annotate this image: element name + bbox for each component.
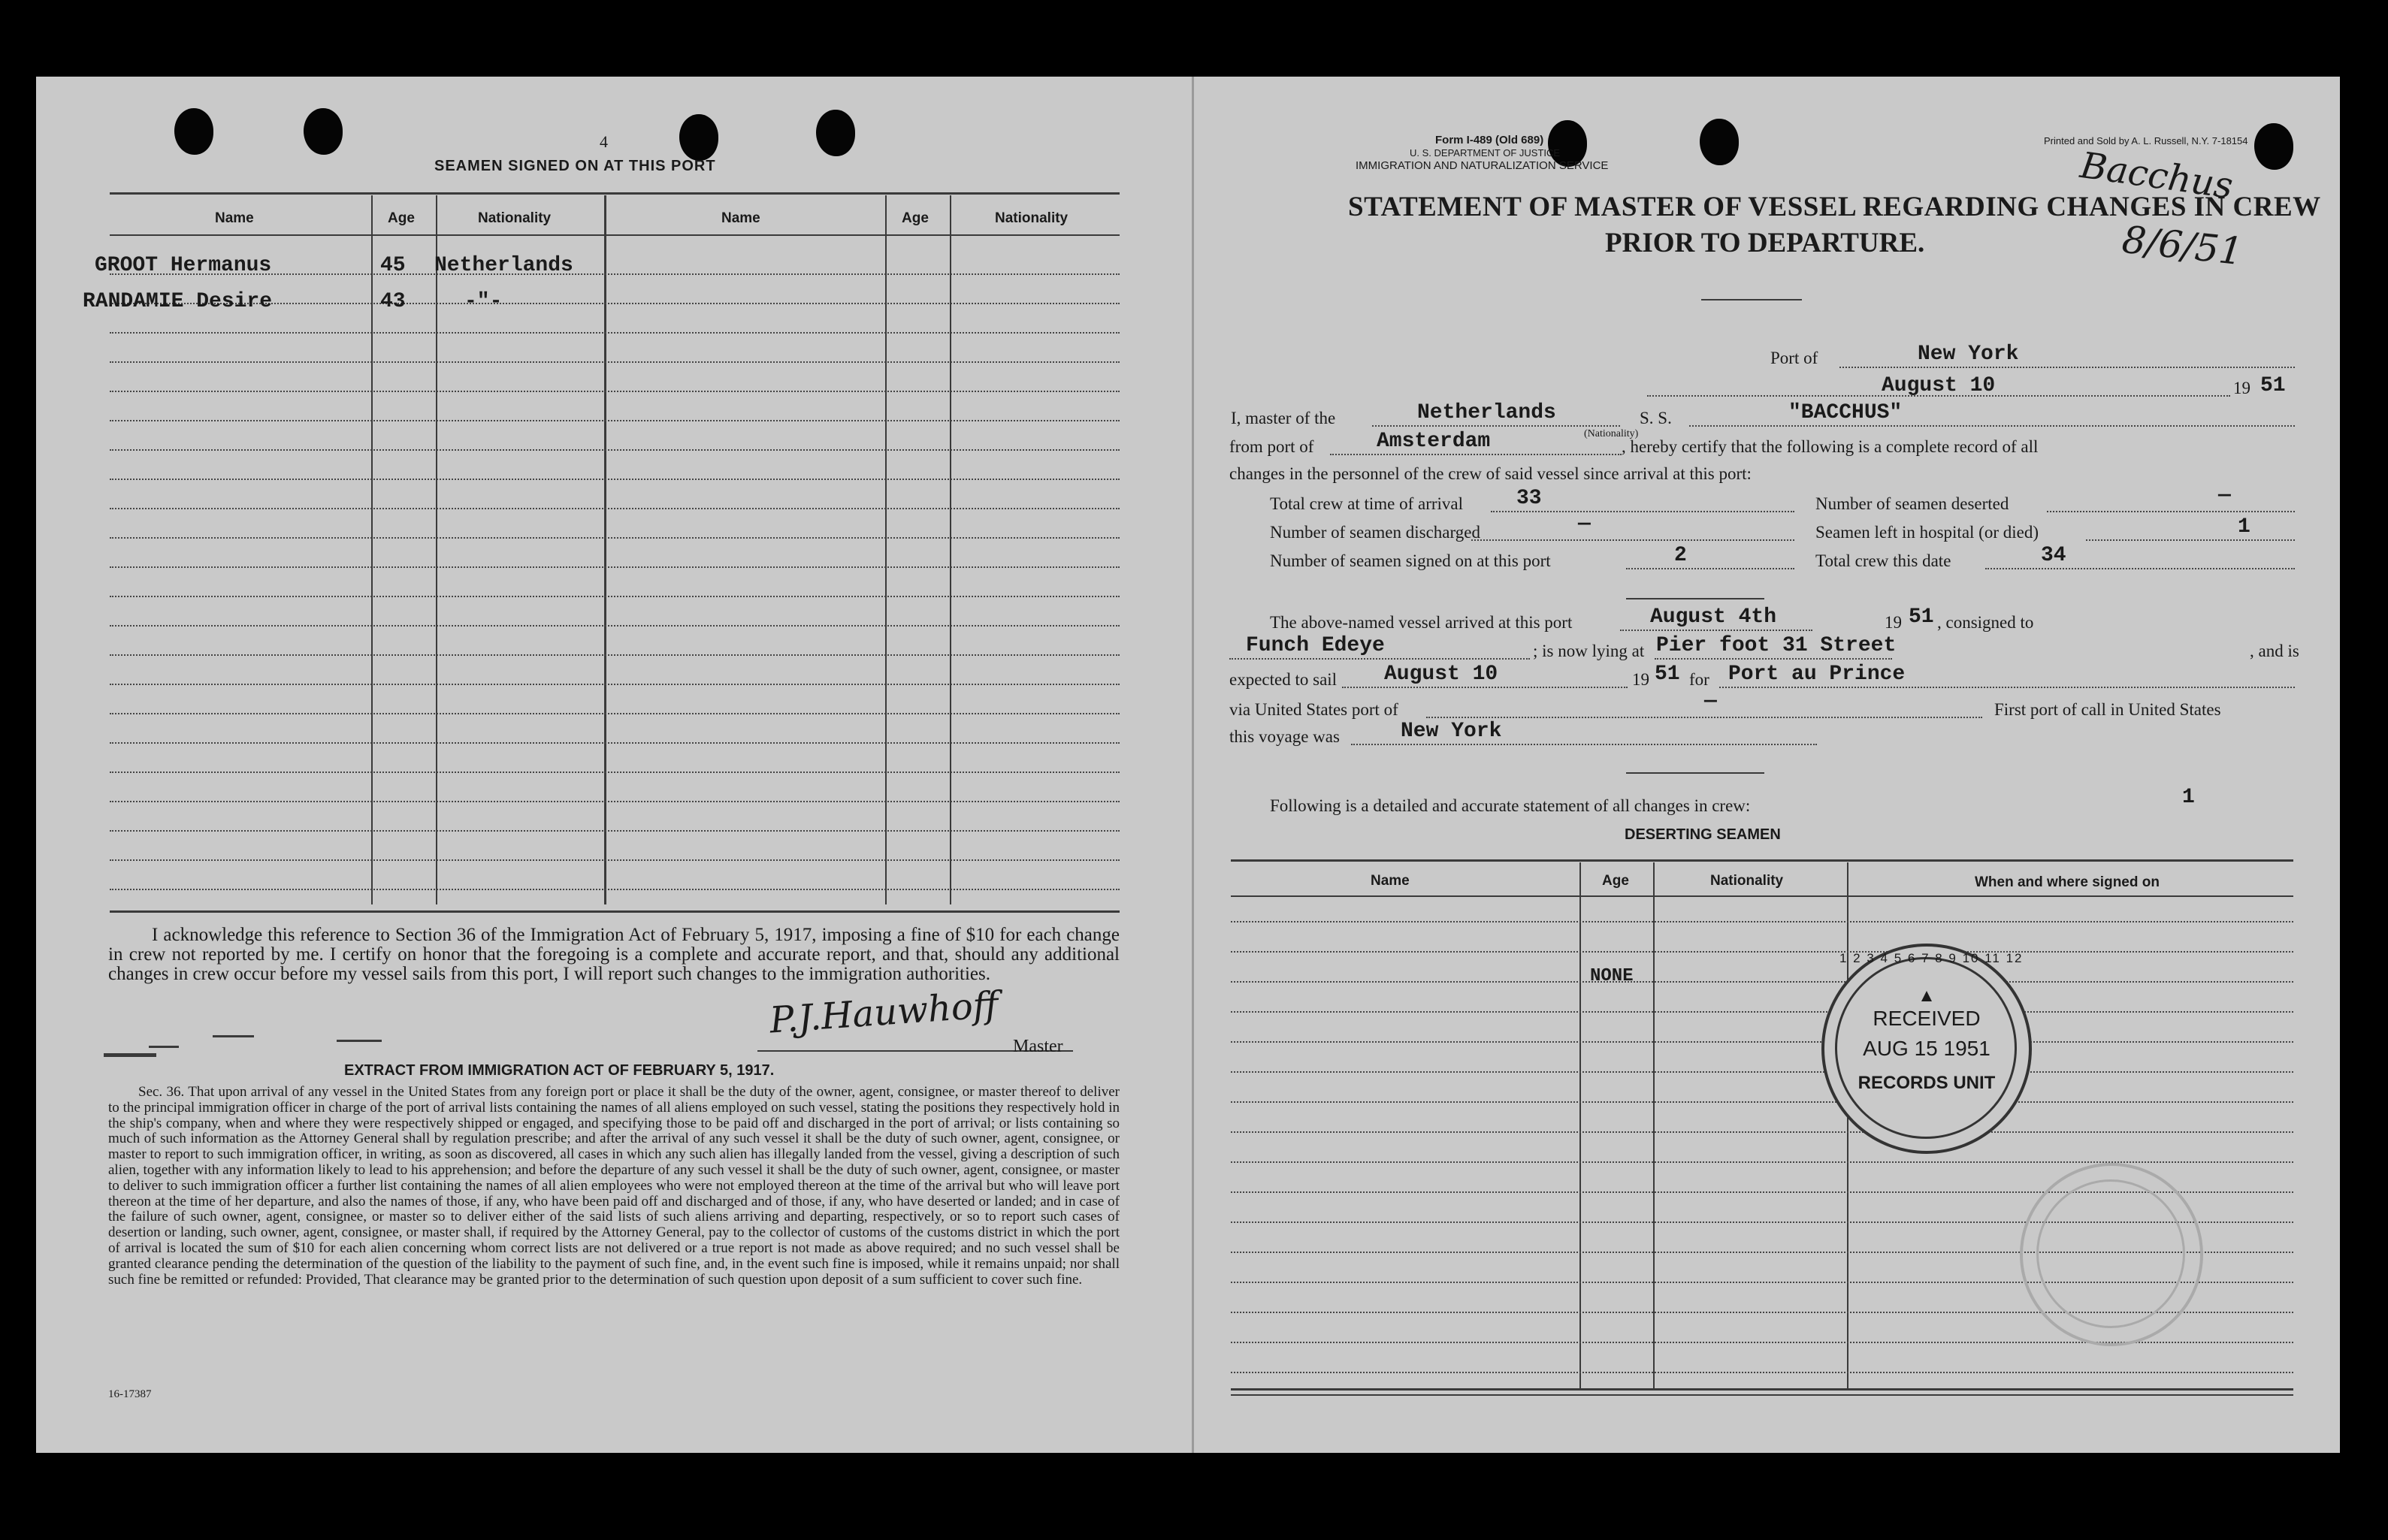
date-value: August 10 [1882, 374, 1996, 397]
stamp-ring-numbers: 1 2 3 4 5 6 7 8 9 10 11 12 [1839, 951, 2024, 965]
table-header-rule [110, 234, 1120, 236]
master-of-label: I, master of the [1231, 409, 1336, 427]
handwritten-vessel: Bacchus [2078, 144, 2236, 207]
first-port-label: First port of call in United States [1994, 700, 2221, 719]
port-field-line [1839, 367, 2295, 368]
divider [1626, 772, 1764, 774]
col-divider [604, 195, 606, 904]
ruled-line [1231, 1101, 2293, 1103]
ruled-line [110, 625, 1120, 627]
faint-stamp-inner-ring [2036, 1179, 2185, 1328]
col-divider [1847, 862, 1848, 1390]
master-signature: P.J.Hauwhoff [768, 983, 1000, 1042]
table-bottom-rule [110, 910, 1120, 913]
deserting-table-bottom [1231, 1388, 2293, 1391]
stamp-records-unit: RECORDS UNIT [1858, 1073, 1996, 1093]
for-value: Port au Prince [1728, 663, 1906, 686]
ruled-line [110, 801, 1120, 802]
deserting-header-rule [1231, 895, 2293, 897]
col-header-age: Age [388, 210, 415, 226]
printer-line: Printed and Sold by A. L. Russell, N.Y. 7-18154 [2044, 135, 2248, 146]
col-header-name: Name [721, 210, 760, 226]
received-stamp [1821, 944, 2032, 1154]
department: U. S. DEPARTMENT OF JUSTICE [1410, 147, 1561, 159]
vessel-field-line [1689, 425, 2295, 427]
section-title: SEAMEN SIGNED ON AT THIS PORT [434, 158, 716, 174]
hospital-value: 1 [2238, 515, 2250, 539]
ruled-line [110, 713, 1120, 714]
deserted-value: — [2218, 484, 2231, 507]
extract-title: EXTRACT FROM IMMIGRATION ACT OF FEBRUARY 5, 1917. [344, 1062, 775, 1079]
scribble [149, 1046, 179, 1048]
vessel-value: "BACCHUS" [1788, 401, 1903, 424]
arrived-value: August 4th [1650, 605, 1777, 629]
year-value: 51 [2260, 374, 2286, 397]
form-code: 16-17387 [108, 1388, 152, 1400]
scribble [213, 1035, 254, 1037]
col-header-name: Name [1371, 873, 1410, 889]
port-value: New York [1918, 343, 2019, 366]
via-value: — [1704, 690, 1717, 713]
ruled-line [1231, 1372, 2293, 1373]
deserted-label: Number of seamen deserted [1815, 494, 2009, 513]
following-value: 1 [2182, 786, 2195, 809]
ruled-line [110, 537, 1120, 539]
col-header-nationality: Nationality [1710, 873, 1784, 889]
col-divider [950, 195, 951, 904]
expected-label: expected to sail [1229, 670, 1338, 689]
deserted-line [2047, 511, 2295, 512]
for-label: for [1689, 670, 1709, 689]
via-label: via United States port of [1229, 700, 1398, 719]
col-divider [885, 195, 887, 904]
ruled-line [110, 654, 1120, 656]
service: IMMIGRATION AND NATURALIZATION SERVICE [1356, 159, 1609, 172]
consignee-value: Funch Edeye [1246, 634, 1385, 657]
handwritten-date: 8/6/51 [2120, 217, 2245, 274]
from-port-field-line [1330, 454, 1622, 455]
table-row-name: GROOT Hermanus [95, 254, 272, 277]
discharged-value: — [1578, 512, 1591, 536]
ruled-line [110, 508, 1120, 509]
ruled-line [110, 566, 1120, 568]
stamp-arrow-icon: ▲ [1918, 986, 1936, 1006]
scribble [104, 1053, 156, 1057]
total-crew-arrival-line [1491, 511, 1794, 512]
consignee-line [1229, 658, 1530, 660]
total-crew-date-line [1985, 568, 2295, 569]
total-crew-date-label: Total crew this date [1815, 551, 1951, 570]
col-header-age: Age [1602, 873, 1629, 889]
table-row-age: 43 [380, 290, 406, 313]
extract-text: Sec. 36. That upon arrival of any vessel in the United States from any foreign port or place it shall be the duty of the owner, agent, consignee, or master thereof to deliver to the principal immigration officer in charge of the port of arrival lists containing the names of all aliens employed on such vessel, stating the positions they respectively hold in the ship's company, when and where they were respectively shipped or engaged, and specifying those to be paid off and discharged in the port of arrival; or lists containing so much of such information as the Attorney General shall by regulation prescribe; and after the arrival of any such vessel it shall be the duty of such owner, agent, consignee, or master to report to such immigration officer, in writing, as soon as discovered, all cases in which any such alien has illegally landed from the vessel, giving a description of such alien, together with any information likely to lead to his apprehension; and before the departure of any such vessel it shall be the duty of such owner, agent, consignee, or master to deliver to such immigration officer a further list containing the names of all alien employees who were not employed thereon at the time of the arrival but who will leave port thereon at the time of her departure, and also the names of those, if any, who have been paid off and discharged and of those, if any, who have deserted or landed; and in case of the failure of such owner, agent, consignee, or master so to deliver either of the said lists of such aliens arriving and departing, respectively, or so to report such cases of desertion or landing, such owner, agent, consignee, or master shall, if required by the Attorney General, pay to the collector of customs of the customs district in which the port of arrival is located the sum of $10 for each alien concerning whom correct lists are not delivered or a true report is not made as above required; and no such vessel shall be granted clearance pending the determination of the question of the liability to the payment of such fine, and, in the event such fine is imposed, while it remains unpaid; nor shall such fine be remitted or refunded: Provided, That clearance may be granted prior to the determination of such question upon deposit of a sum sufficient to cover such fine. [108, 1084, 1120, 1288]
col-header-when-where: When and where signed on [1975, 874, 2160, 890]
divider [1701, 299, 1802, 300]
total-crew-arrival-label: Total crew at time of arrival [1270, 494, 1464, 513]
ruled-line [1231, 1071, 2293, 1073]
col-header-name: Name [215, 210, 254, 226]
for-line [1719, 687, 2295, 688]
total-crew-arrival-value: 33 [1516, 487, 1542, 510]
nationality-value: Netherlands [1417, 401, 1556, 424]
ruled-line [1231, 981, 2293, 983]
stamp-date: AUG 15 1951 [1863, 1037, 1991, 1060]
lying-label: ; is now lying at [1533, 642, 1645, 660]
hospital-label: Seamen left in hospital (or died) [1815, 523, 2039, 542]
and-is-text: , and is [2250, 642, 2299, 660]
table-row-nationality: Netherlands [434, 254, 573, 277]
punch-hole [679, 114, 718, 161]
right-page [1193, 77, 2340, 1453]
arrived-year-prefix: 19 [1885, 613, 1902, 632]
col-divider [1653, 862, 1655, 1390]
signed-on-line [1626, 568, 1794, 569]
ruled-line [1231, 1041, 2293, 1043]
ruled-line [110, 332, 1120, 334]
table-top-rule [110, 192, 1120, 195]
following-label: Following is a detailed and accurate statement of all changes in crew: [1270, 796, 1751, 815]
discharged-label: Number of seamen discharged [1270, 523, 1480, 542]
arrived-label: The above-named vessel arrived at this port [1270, 613, 1573, 632]
signed-on-label: Number of seamen signed on at this port [1270, 551, 1551, 570]
ruled-line [110, 859, 1120, 861]
punch-hole [816, 110, 855, 156]
acknowledgement-text: I acknowledge this reference to Section 36 of the Immigration Act of February 5, 1917, imposing a fine of $10 for each change in crew not reported by me. I certify on honor that the foregoing is a complete and accurate report, and that, should any additional changes in crew occur before my vessel sails from this port, I will report such changes to the immigration authorities. [108, 925, 1120, 984]
port-label: Port of [1770, 349, 1818, 367]
ruled-line [1231, 1161, 2293, 1163]
total-crew-date-value: 34 [2041, 544, 2066, 567]
table-row-name: RANDAMIE Desire [83, 290, 273, 313]
form-id: Form I-489 (Old 689) [1435, 134, 1544, 146]
arrived-year: 51 [1909, 605, 1934, 629]
certify-text: , hereby certify that the following is a complete record of all [1622, 437, 2039, 456]
table-row-nationality: -"- [464, 290, 503, 313]
ruled-line [110, 479, 1120, 480]
punch-hole [304, 108, 343, 155]
expected-year: 51 [1655, 663, 1680, 686]
ruled-line [1231, 1131, 2293, 1133]
lying-value: Pier foot 31 Street [1656, 634, 1897, 657]
from-port-value: Amsterdam [1377, 430, 1491, 453]
year-prefix: 19 [2233, 379, 2250, 397]
page-number: 4 [600, 132, 608, 151]
left-page [36, 77, 1193, 1453]
ruled-line [110, 596, 1120, 597]
punch-hole [2254, 123, 2293, 170]
form-title: STATEMENT OF MASTER OF VESSEL REGARDING CHANGES IN CREW [1348, 192, 2321, 222]
signed-on-value: 2 [1674, 544, 1687, 567]
ruled-line [110, 772, 1120, 773]
col-header-nationality: Nationality [995, 210, 1069, 226]
ruled-line [110, 830, 1120, 832]
ss-label: S. S. [1640, 409, 1672, 427]
ruled-line [110, 742, 1120, 744]
ruled-line [110, 684, 1120, 685]
col-divider [371, 195, 373, 904]
expected-value: August 10 [1384, 663, 1498, 686]
document-sheet [36, 77, 2340, 1453]
ruled-line [110, 889, 1120, 890]
expected-line [1342, 687, 1628, 688]
this-voyage-value: New York [1401, 720, 1502, 743]
ruled-line [1231, 1011, 2293, 1013]
lying-line [1655, 658, 1892, 660]
consigned-label: , consigned to [1937, 613, 2034, 632]
this-voyage-label: this voyage was [1229, 727, 1340, 746]
col-divider [1579, 862, 1581, 1390]
ruled-line [1231, 921, 2293, 922]
ruled-line [110, 361, 1120, 363]
col-header-age: Age [902, 210, 929, 226]
faint-stamp [2020, 1163, 2203, 1346]
divider [1626, 598, 1764, 599]
via-line [1426, 717, 1982, 718]
deserting-title: DESERTING SEAMEN [1625, 826, 1781, 843]
hospital-line [2086, 539, 2295, 541]
expected-year-prefix: 19 [1632, 670, 1649, 689]
discharged-line [1471, 539, 1794, 541]
nationality-field-line [1372, 425, 1620, 427]
signature-role: Master [1013, 1037, 1063, 1056]
deserting-none: NONE [1590, 966, 1634, 986]
table-row-age: 45 [380, 254, 406, 277]
ruled-line [1231, 951, 2293, 953]
deserting-table-bottom-double [1231, 1394, 2293, 1396]
ruled-line [110, 391, 1120, 392]
this-voyage-line [1351, 744, 1817, 745]
col-divider [436, 195, 437, 904]
from-port-label: from port of [1229, 437, 1314, 456]
punch-hole [1700, 119, 1739, 165]
col-header-nationality: Nationality [478, 210, 552, 226]
form-title-line2: PRIOR TO DEPARTURE. [1605, 228, 1925, 258]
changes-text: changes in the personnel of the crew of said vessel since arrival at this port: [1229, 464, 1752, 483]
stamp-received: RECEIVED [1873, 1007, 1981, 1030]
scribble [337, 1040, 382, 1042]
ruled-line [110, 420, 1120, 421]
nationality-caption: (Nationality) [1584, 428, 1639, 439]
punch-hole [174, 108, 213, 155]
arrived-line [1620, 630, 1812, 631]
ruled-line [110, 449, 1120, 451]
deserting-table-top [1231, 859, 2293, 862]
